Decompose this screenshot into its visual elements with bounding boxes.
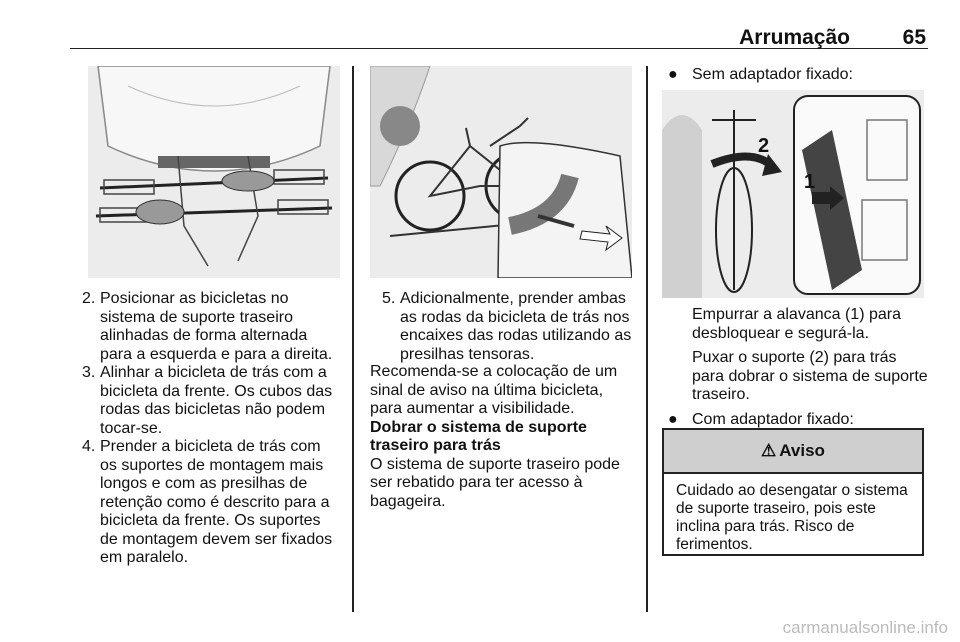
bike-rack-top-view-illustration — [88, 66, 340, 278]
page-header — [70, 0, 928, 49]
bullet-text: Com adaptador fixado: — [692, 410, 854, 428]
bike-strap-figure — [370, 66, 632, 278]
paragraph: O sistema de suporte traseiro pode ser rebatido para ter acesso à bagageira. — [370, 455, 620, 510]
instruction-step — [70, 438, 340, 568]
warning-header — [664, 430, 922, 474]
figure-label-1: 1 — [804, 171, 816, 193]
warning-triangle-icon: ⚠ — [761, 441, 777, 460]
column-1-text — [70, 290, 340, 568]
section-heading: Dobrar o sistema de suporte traseiro para trás — [370, 418, 587, 454]
column-3-bullet-1 — [662, 66, 924, 85]
step-number: 4. — [82, 438, 96, 455]
rack-fold-illustration — [662, 90, 924, 298]
paragraph: Recomenda-se a colocação de um sinal de aviso na última bicicleta, para aumentar a visibilidade. — [370, 363, 618, 417]
figure-label-2: 2 — [758, 135, 770, 157]
step-number: 5. — [382, 290, 396, 307]
step-text: Posicionar as bicicletas no sistema de suporte traseiro alinhadas de forma alternada para a esquerda e para a direita. — [100, 290, 333, 363]
step-number: 3. — [82, 364, 96, 381]
bike-strap-illustration — [370, 66, 632, 278]
instruction-step — [70, 364, 340, 438]
warning-box — [662, 428, 924, 556]
column-divider — [646, 66, 648, 612]
warning-body: Cuidado ao desengatar o sistema de suporte traseiro, pois este inclina para trás. Risco de ferimentos. — [676, 482, 908, 553]
page-number: 65 — [902, 26, 926, 49]
watermark: carmanualsonline.info — [782, 618, 948, 637]
warning-title: Aviso — [779, 441, 825, 460]
column-3-text — [662, 306, 928, 429]
bullet-dot: ● — [668, 410, 678, 428]
page-title: Arrumação — [739, 26, 850, 49]
bullet-dot: ● — [668, 66, 678, 83]
bullet-item — [662, 411, 928, 430]
paragraph: Puxar o suporte (2) para trás para dobrar o sistema de suporte traseiro. — [692, 349, 928, 403]
rack-fold-figure — [662, 90, 924, 298]
instruction-step — [70, 290, 340, 364]
instruction-step — [370, 290, 636, 364]
bike-rack-top-view-figure — [88, 66, 340, 278]
paragraph: Empurrar a alavanca (1) para desbloquear e segurá-la. — [692, 306, 901, 342]
step-number: 2. — [82, 290, 96, 307]
step-text: Alinhar a bicicleta de trás com a bicicleta da frente. Os cubos das rodas das bicicletas não podem tocar-se. — [100, 364, 333, 437]
step-text: Prender a bicicleta de trás com os suportes de montagem mais longos e com as presilhas de retenção como é descrito para a bicicleta da frente. Os suportes de montagem devem ser fixados em paralelo. — [100, 438, 333, 566]
step-text: Adicionalmente, prender ambas as rodas da bicicleta de trás nos encaixes das rodas utilizando as presilhas tensoras. — [400, 290, 632, 363]
column-2-text — [370, 290, 636, 511]
bullet-text: Sem adaptador fixado: — [692, 66, 853, 83]
column-divider — [352, 66, 354, 612]
bullet-item — [662, 66, 924, 85]
